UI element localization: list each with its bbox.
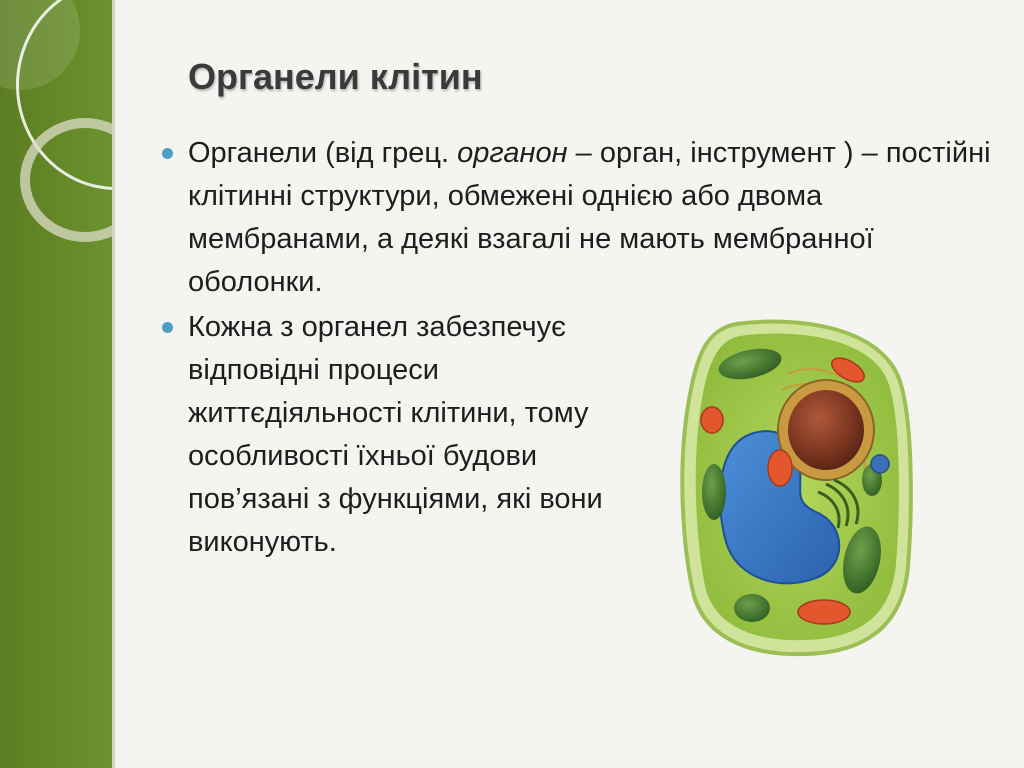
bullet-text-part2: – орган, інструмент ) – постійні клітинні структури, обмежені однією або двома мембранами, а деякі взагалі не мають мембранної оболонки. bbox=[188, 137, 991, 298]
bullet-text: Кожна з органел забезпечує відповідні процеси життєдіяльності клітини, тому особливості їхньої будови пов’язані з функціями, які вони виконують. bbox=[188, 311, 603, 558]
bullet-dot-icon bbox=[162, 148, 173, 159]
sidebar-divider bbox=[112, 0, 115, 768]
nucleus bbox=[788, 390, 864, 470]
bullet-text-italic-term: органон bbox=[457, 137, 568, 169]
bullet-text-part1: Органели (від грец. bbox=[188, 137, 458, 169]
bullet-item-function bbox=[160, 306, 658, 564]
mitochondrion bbox=[798, 600, 850, 624]
slide-title: Органели клітин bbox=[188, 56, 483, 97]
bullet-dot-icon bbox=[162, 322, 173, 333]
mitochondrion bbox=[768, 450, 792, 486]
bullet-item-definition bbox=[160, 132, 1000, 304]
chloroplast bbox=[702, 464, 726, 520]
mitochondrion bbox=[701, 407, 723, 433]
chloroplast bbox=[734, 594, 770, 622]
vesicle bbox=[871, 455, 889, 473]
decorative-sidebar bbox=[0, 0, 114, 768]
plant-cell-illustration bbox=[676, 316, 916, 660]
